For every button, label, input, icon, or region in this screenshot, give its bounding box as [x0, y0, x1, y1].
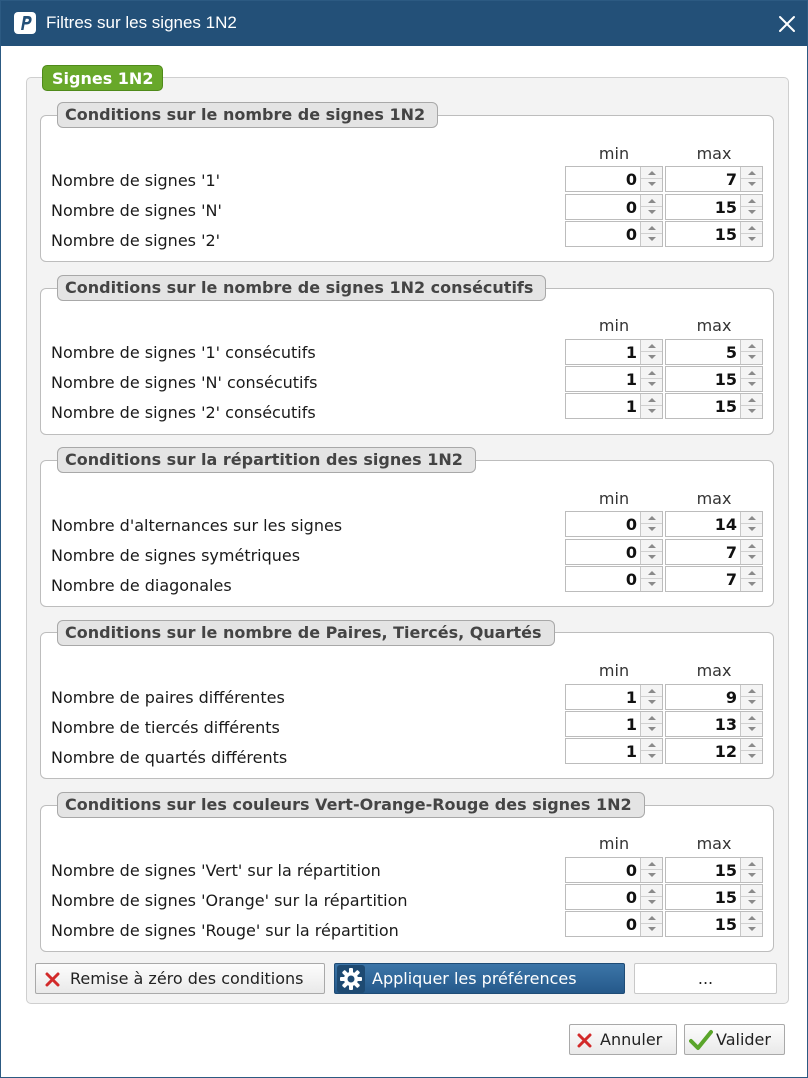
spinner-value: 1 — [625, 742, 637, 761]
arrow-up-icon — [648, 199, 656, 203]
max-spinner[interactable] — [665, 566, 763, 592]
spin-down-button[interactable] — [641, 379, 662, 391]
arrow-up-icon — [648, 689, 656, 693]
arrow-up-icon — [648, 916, 656, 920]
spin-up-button[interactable] — [641, 394, 662, 406]
row-label: Nombre d'alternances sur les signes — [51, 516, 343, 535]
spin-down-button[interactable] — [741, 724, 762, 736]
row-label: Nombre de signes symétriques — [51, 546, 301, 565]
spinner-value: 0 — [625, 170, 637, 189]
arrow-up-icon — [748, 862, 756, 866]
spin-up-button[interactable] — [741, 222, 762, 234]
spinner-value: 7 — [725, 570, 737, 589]
spin-up-button[interactable] — [641, 912, 662, 924]
spinner-value: 0 — [625, 198, 637, 217]
arrow-up-icon — [748, 916, 756, 920]
arrow-up-icon — [648, 398, 656, 402]
spinner-value: 15 — [714, 225, 737, 244]
spinner-value: 1 — [625, 715, 637, 734]
column-header-max: max — [696, 661, 732, 680]
max-spinner[interactable] — [665, 884, 763, 910]
more-options-label: ... — [697, 969, 714, 988]
arrow-up-icon — [648, 226, 656, 230]
arrow-down-icon — [648, 754, 656, 758]
row-label: Nombre de diagonales — [51, 576, 232, 595]
column-header-min: min — [598, 144, 630, 163]
spin-down-button[interactable] — [741, 352, 762, 364]
spin-up-button[interactable] — [741, 367, 762, 379]
arrow-up-icon — [648, 571, 656, 575]
title-bar — [1, 1, 807, 46]
arrow-up-icon — [748, 544, 756, 548]
spinner-value: 1 — [625, 343, 637, 362]
column-header-max: max — [696, 316, 732, 335]
spin-up-button[interactable] — [741, 685, 762, 697]
spinner-value: 0 — [625, 543, 637, 562]
arrow-up-icon — [748, 689, 756, 693]
spin-down-button[interactable] — [641, 751, 662, 763]
app-logo-icon — [13, 11, 37, 35]
arrow-down-icon — [748, 527, 756, 531]
group-title: Conditions sur le nombre de signes 1N2 consécutifs — [57, 275, 546, 301]
arrow-down-icon — [748, 700, 756, 704]
arrow-down-icon — [748, 727, 756, 731]
spinner-value: 9 — [725, 688, 737, 707]
red-x-icon — [577, 1033, 592, 1048]
spin-up-button[interactable] — [741, 858, 762, 870]
spin-down-button[interactable] — [641, 870, 662, 882]
arrow-down-icon — [748, 409, 756, 413]
window-title: Filtres sur les signes 1N2 — [46, 13, 237, 32]
arrow-down-icon — [648, 582, 656, 586]
row-label: Nombre de signes '2' — [51, 231, 221, 250]
arrow-down-icon — [648, 355, 656, 359]
arrow-up-icon — [748, 743, 756, 747]
arrow-up-icon — [648, 544, 656, 548]
spin-up-button[interactable] — [741, 340, 762, 352]
max-spinner[interactable] — [665, 711, 763, 737]
spinner-value: 5 — [725, 343, 737, 362]
arrow-down-icon — [648, 409, 656, 413]
validate-label: Valider — [716, 1030, 771, 1049]
spin-up-button[interactable] — [741, 739, 762, 751]
arrow-down-icon — [648, 527, 656, 531]
spinner-value: 15 — [714, 370, 737, 389]
min-spinner[interactable] — [565, 194, 663, 220]
arrow-up-icon — [748, 571, 756, 575]
spin-down-button[interactable] — [641, 207, 662, 219]
arrow-up-icon — [748, 226, 756, 230]
arrow-up-icon — [648, 171, 656, 175]
max-spinner[interactable] — [665, 194, 763, 220]
spin-up-button[interactable] — [641, 367, 662, 379]
arrow-down-icon — [748, 555, 756, 559]
apply-preferences-label: Appliquer les préférences — [372, 969, 577, 988]
group-title: Conditions sur le nombre de Paires, Tiercés, Quartés — [57, 620, 555, 646]
arrow-up-icon — [748, 889, 756, 893]
row-label: Nombre de paires différentes — [51, 688, 285, 707]
spinner-value: 15 — [714, 915, 737, 934]
min-spinner[interactable] — [565, 393, 663, 419]
spin-down-button[interactable] — [741, 406, 762, 418]
spin-up-button[interactable] — [741, 567, 762, 579]
spinner-value: 1 — [625, 370, 637, 389]
arrow-up-icon — [648, 516, 656, 520]
validate-button[interactable] — [684, 1024, 785, 1055]
arrow-down-icon — [648, 237, 656, 241]
arrow-down-icon — [748, 873, 756, 877]
spin-down-button[interactable] — [641, 524, 662, 536]
min-spinner[interactable] — [565, 738, 663, 764]
spin-down-button[interactable] — [641, 579, 662, 591]
spin-up-button[interactable] — [741, 540, 762, 552]
arrow-down-icon — [648, 210, 656, 214]
max-spinner[interactable] — [665, 221, 763, 247]
column-header-max: max — [696, 834, 732, 853]
spin-up-button[interactable] — [641, 167, 662, 179]
max-spinner[interactable] — [665, 393, 763, 419]
column-header-max: max — [696, 144, 732, 163]
arrow-down-icon — [748, 237, 756, 241]
min-spinner[interactable] — [565, 857, 663, 883]
spin-up-button[interactable] — [641, 712, 662, 724]
arrow-up-icon — [748, 516, 756, 520]
spinner-value: 12 — [714, 742, 737, 761]
spinner-value: 1 — [625, 688, 637, 707]
group-title: Conditions sur le nombre de signes 1N2 — [57, 102, 438, 128]
row-label: Nombre de signes 'Rouge' sur la répartition — [51, 921, 399, 940]
spin-down-button[interactable] — [641, 406, 662, 418]
spin-up-button[interactable] — [741, 167, 762, 179]
spinner-value: 0 — [625, 915, 637, 934]
arrow-up-icon — [748, 171, 756, 175]
spin-down-button[interactable] — [741, 207, 762, 219]
arrow-down-icon — [648, 700, 656, 704]
max-spinner[interactable] — [665, 366, 763, 392]
spin-up-button[interactable] — [741, 912, 762, 924]
arrow-down-icon — [648, 927, 656, 931]
cancel-label: Annuler — [600, 1030, 663, 1049]
arrow-down-icon — [648, 900, 656, 904]
row-label: Nombre de signes 'Vert' sur la répartition — [51, 861, 381, 880]
arrow-down-icon — [748, 754, 756, 758]
spin-down-button[interactable] — [741, 524, 762, 536]
column-header-min: min — [598, 316, 630, 335]
max-spinner[interactable] — [665, 166, 763, 192]
group-title: Conditions sur les couleurs Vert-Orange-Rouge des signes 1N2 — [57, 792, 645, 818]
spin-up-button[interactable] — [641, 885, 662, 897]
spin-down-button[interactable] — [741, 179, 762, 191]
apply-preferences-button[interactable] — [334, 963, 625, 994]
gear-icon — [337, 965, 365, 993]
close-icon[interactable] — [773, 10, 801, 38]
spin-up-button[interactable] — [741, 512, 762, 524]
spin-up-button[interactable] — [641, 567, 662, 579]
spinner-value: 14 — [714, 515, 737, 534]
more-options-button[interactable] — [634, 963, 777, 994]
spin-down-button[interactable] — [741, 697, 762, 709]
arrow-up-icon — [748, 716, 756, 720]
min-spinner[interactable] — [565, 511, 663, 537]
spin-down-button[interactable] — [741, 870, 762, 882]
max-spinner[interactable] — [665, 911, 763, 937]
spin-up-button[interactable] — [641, 195, 662, 207]
spin-up-button[interactable] — [741, 712, 762, 724]
spin-up-button[interactable] — [641, 222, 662, 234]
spin-up-button[interactable] — [741, 394, 762, 406]
spin-down-button[interactable] — [641, 234, 662, 246]
max-spinner[interactable] — [665, 857, 763, 883]
spin-down-button[interactable] — [741, 552, 762, 564]
min-spinner[interactable] — [565, 221, 663, 247]
green-check-icon — [689, 1029, 713, 1051]
spin-up-button[interactable] — [641, 739, 662, 751]
spin-up-button[interactable] — [641, 540, 662, 552]
spin-down-button[interactable] — [641, 179, 662, 191]
row-label: Nombre de quartés différents — [51, 748, 288, 767]
spinner-value: 15 — [714, 397, 737, 416]
row-label: Nombre de tiercés différents — [51, 718, 280, 737]
spin-down-button[interactable] — [641, 897, 662, 909]
arrow-down-icon — [748, 900, 756, 904]
max-spinner[interactable] — [665, 511, 763, 537]
arrow-down-icon — [748, 210, 756, 214]
max-spinner[interactable] — [665, 684, 763, 710]
spin-down-button[interactable] — [641, 352, 662, 364]
reset-conditions-label: Remise à zéro des conditions — [70, 969, 304, 988]
arrow-up-icon — [748, 344, 756, 348]
spinner-value: 7 — [725, 543, 737, 562]
cancel-button[interactable] — [569, 1024, 677, 1055]
arrow-up-icon — [648, 716, 656, 720]
column-header-min: min — [598, 834, 630, 853]
spinner-value: 0 — [625, 861, 637, 880]
spinner-value: 15 — [714, 861, 737, 880]
column-header-min: min — [598, 661, 630, 680]
spin-down-button[interactable] — [741, 579, 762, 591]
arrow-down-icon — [748, 927, 756, 931]
row-label: Nombre de signes '2' consécutifs — [51, 403, 316, 422]
min-spinner[interactable] — [565, 166, 663, 192]
max-spinner[interactable] — [665, 339, 763, 365]
tab-signes-1n2[interactable]: Signes 1N2 — [42, 65, 163, 91]
row-label: Nombre de signes 'Orange' sur la répartition — [51, 891, 408, 910]
group-title: Conditions sur la répartition des signes 1N2 — [57, 447, 476, 473]
spin-down-button[interactable] — [641, 724, 662, 736]
spin-down-button[interactable] — [741, 234, 762, 246]
arrow-down-icon — [648, 182, 656, 186]
spin-down-button[interactable] — [641, 552, 662, 564]
arrow-down-icon — [648, 382, 656, 386]
spin-down-button[interactable] — [741, 751, 762, 763]
max-spinner[interactable] — [665, 539, 763, 565]
min-spinner[interactable] — [565, 884, 663, 910]
row-label: Nombre de signes 'N' consécutifs — [51, 373, 318, 392]
column-header-min: min — [598, 489, 630, 508]
arrow-up-icon — [648, 371, 656, 375]
spin-down-button[interactable] — [741, 379, 762, 391]
spin-up-button[interactable] — [641, 340, 662, 352]
min-spinner[interactable] — [565, 684, 663, 710]
spinner-value: 15 — [714, 888, 737, 907]
spin-down-button[interactable] — [741, 897, 762, 909]
spin-up-button[interactable] — [641, 858, 662, 870]
row-label: Nombre de signes '1' consécutifs — [51, 343, 316, 362]
arrow-down-icon — [648, 727, 656, 731]
spin-down-button[interactable] — [741, 924, 762, 936]
arrow-down-icon — [748, 382, 756, 386]
arrow-down-icon — [748, 182, 756, 186]
spinner-value: 0 — [625, 515, 637, 534]
spinner-value: 7 — [725, 170, 737, 189]
min-spinner[interactable] — [565, 539, 663, 565]
row-label: Nombre de signes 'N' — [51, 201, 222, 220]
row-label: Nombre de signes '1' — [51, 171, 221, 190]
spin-up-button[interactable] — [741, 195, 762, 207]
arrow-down-icon — [748, 355, 756, 359]
spinner-value: 13 — [714, 715, 737, 734]
min-spinner[interactable] — [565, 566, 663, 592]
arrow-up-icon — [648, 862, 656, 866]
column-header-max: max — [696, 489, 732, 508]
arrow-down-icon — [748, 582, 756, 586]
min-spinner[interactable] — [565, 339, 663, 365]
arrow-up-icon — [748, 371, 756, 375]
arrow-down-icon — [648, 555, 656, 559]
spinner-value: 0 — [625, 888, 637, 907]
min-spinner[interactable] — [565, 911, 663, 937]
arrow-up-icon — [748, 199, 756, 203]
spin-up-button[interactable] — [641, 685, 662, 697]
red-x-icon — [45, 972, 60, 987]
spin-down-button[interactable] — [641, 697, 662, 709]
spin-down-button[interactable] — [641, 924, 662, 936]
max-spinner[interactable] — [665, 738, 763, 764]
min-spinner[interactable] — [565, 366, 663, 392]
spinner-value: 0 — [625, 570, 637, 589]
arrow-down-icon — [648, 873, 656, 877]
spinner-value: 15 — [714, 198, 737, 217]
min-spinner[interactable] — [565, 711, 663, 737]
arrow-up-icon — [648, 743, 656, 747]
reset-conditions-button[interactable] — [35, 963, 325, 994]
spin-up-button[interactable] — [741, 885, 762, 897]
arrow-up-icon — [748, 398, 756, 402]
arrow-up-icon — [648, 344, 656, 348]
spin-up-button[interactable] — [641, 512, 662, 524]
arrow-up-icon — [648, 889, 656, 893]
spinner-value: 0 — [625, 225, 637, 244]
spinner-value: 1 — [625, 397, 637, 416]
